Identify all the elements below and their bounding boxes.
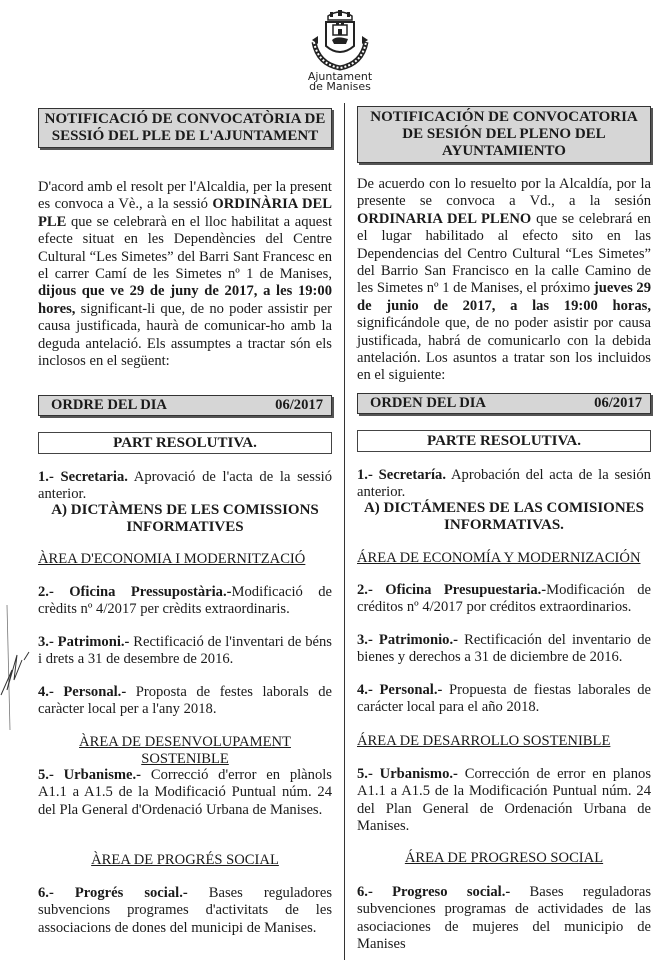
item-title: 1.- Secretaria. bbox=[38, 469, 128, 485]
item-title: 2.- Oficina Presupuestaria.- bbox=[357, 582, 547, 598]
item-text: Aprovació de l'acta de la sessió anterior. bbox=[38, 469, 332, 503]
intro-text: que se celebrará en el lugar habilitado al efecto sito en las Dependencias del Centro Cultural “Les Simetes” del Barrio San Francisco en la calle Camino de les Simetes nº 1 de Manises, el próximo bbox=[357, 210, 651, 297]
area-heading-development: ÁREA DE DESARROLLO SOSTENIBLE bbox=[357, 733, 611, 749]
item-title: 6.- Progrés social.- bbox=[38, 885, 188, 901]
item-title: 1.- Secretaría. bbox=[357, 467, 446, 483]
area-heading-social: ÀREA DE PROGRÉS SOCIAL bbox=[91, 852, 279, 868]
dictamens-heading: A) DICTÀMENS DE LES COMISSIONS INFORMATIVES bbox=[51, 502, 319, 535]
spanish-intro bbox=[357, 176, 651, 385]
item-text: Rectificación del inventario de bienes y derechos a 31 de diciembre de 2016. bbox=[357, 632, 651, 666]
item-text: Bases reguladores subvencions programes d'activitats de les associacions de dones del municipi de Manises. bbox=[38, 885, 332, 936]
signature-mark bbox=[0, 600, 30, 740]
coat-of-arms-icon bbox=[308, 6, 372, 72]
part-heading: PART RESOLUTIVA. bbox=[38, 432, 332, 454]
logo-line-2: de Manises bbox=[309, 80, 371, 93]
agenda-item-1 bbox=[38, 469, 332, 504]
agenda-label: ORDEN DEL DIA bbox=[370, 395, 486, 411]
agenda-header bbox=[357, 393, 651, 414]
intro-text: significándole que, de no poder asistir por causa justificada, habrá de comunicarlo con la debida antelación. Los asuntos a tratar son los incluidos en el siguiente: bbox=[357, 315, 651, 384]
agenda-number: 06/2017 bbox=[275, 397, 323, 413]
area-heading-social: ÁREA DE PROGRESO SOCIAL bbox=[404, 850, 604, 866]
item-title: 3.- Patrimonio.- bbox=[357, 632, 458, 648]
agenda-header bbox=[38, 395, 332, 416]
item-title: 5.- Urbanisme.- bbox=[38, 767, 142, 783]
session-type: ORDINARIA DEL PLENO bbox=[357, 210, 532, 227]
item-text: Rectificació de l'inventari de béns i drets a 31 de desembre de 2016. bbox=[38, 634, 332, 668]
agenda-item-4 bbox=[38, 684, 332, 719]
agenda-item-2 bbox=[38, 584, 332, 619]
agenda-item-5 bbox=[357, 766, 651, 836]
item-title: 4.- Personal.- bbox=[38, 684, 127, 700]
agenda-item-1 bbox=[357, 467, 651, 502]
item-text: Corrección de error en planos A1.1 a A1.5 de la Modificación Puntual núm. 24 del Plan General de Ordenación Urbana de Manises. bbox=[357, 766, 651, 835]
intro-text: significant-li que, de no poder assistir per causa justificada, haurà de comunicar-ho amb la deguda antelació. Els assumptes a tractar són els inclosos en el següent: bbox=[38, 300, 332, 370]
intro-text: que se celebrarà en el lloc habilitat a aquest efecte situat en les Dependències del Centre Cultural “Les Simetes” del Barri Sant Francesc en el carrer Camí de les Simetes nº 1 de Manises, bbox=[38, 213, 332, 283]
agenda-item-3 bbox=[38, 634, 332, 669]
item-title: 6.- Progreso social.- bbox=[357, 884, 511, 900]
item-text: Bases reguladoras subvenciones programas de actividades de las asociaciones de mujeres del municipio de Manises bbox=[357, 884, 651, 953]
item-text: Propuesta de fiestas laborales de carácter local para el año 2018. bbox=[357, 682, 651, 716]
area-heading-economy: ÁREA DE ECONOMÍA Y MODERNIZACIÓN bbox=[357, 550, 641, 566]
item-text: Correcció d'error en plànols A1.1 a A1.5 de la Modificació Puntual núm. 24 del Pla General d'Ordenació Urbana de Manises. bbox=[38, 767, 332, 818]
column-divider bbox=[344, 103, 345, 960]
session-type: ORDINÀRIA DEL PLE bbox=[38, 196, 333, 230]
item-title: 5.- Urbanismo.- bbox=[357, 766, 458, 782]
item-title: 2.- Oficina Pressupostària.- bbox=[38, 584, 232, 600]
agenda-label: ORDRE DEL DIA bbox=[51, 397, 167, 413]
intro-text: De acuerdo con lo resuelto por la Alcaldía, por la presente se convoca a Vd., a la sesión bbox=[357, 176, 651, 210]
agenda-number: 06/2017 bbox=[594, 395, 642, 411]
agenda-item-6 bbox=[38, 885, 332, 937]
agenda-item-5 bbox=[38, 767, 332, 819]
municipal-logo bbox=[300, 6, 380, 92]
agenda-item-3 bbox=[357, 632, 651, 667]
intro-text: D'acord amb el resolt per l'Alcaldia, per la present es convoca a Vè., a la sessió bbox=[38, 179, 332, 213]
spanish-title: NOTIFICACIÓN DE CONVOCATORIA DE SESIÓN DEL PLENO DEL AYUNTAMIENTO bbox=[357, 106, 651, 163]
agenda-item-4 bbox=[357, 682, 651, 717]
item-text: Aprobación del acta de la sesión anterior. bbox=[357, 467, 651, 501]
session-date: jueves 29 de junio de 2017, a las 19:00 horas, bbox=[357, 280, 652, 314]
area-heading-development: ÀREA DE DESENVOLUPAMENT SOSTENIBLE bbox=[79, 734, 291, 768]
agenda-item-2 bbox=[357, 582, 651, 617]
valencian-title: NOTIFICACIÓ DE CONVOCATÒRIA DE SESSIÓ DEL PLE DE L'AJUNTAMENT bbox=[38, 108, 332, 148]
logo-line-1: Ajuntament bbox=[307, 70, 373, 83]
valencian-intro bbox=[38, 179, 332, 370]
session-date: dijous que ve 29 de juny de 2017, a les 19:00 hores, bbox=[38, 283, 332, 317]
item-text: Modificación de créditos nº 4/2017 por créditos extraordinarios. bbox=[357, 582, 651, 616]
item-text: Modificació de crèdits nº 4/2017 per crèdits extraordinaris. bbox=[38, 584, 333, 618]
dictamenes-heading: A) DICTÁMENES DE LAS COMISIONES INFORMATIVAS. bbox=[363, 500, 645, 533]
agenda-item-6 bbox=[357, 884, 651, 954]
item-text: Proposta de festes laborals de caràcter local per a l'any 2018. bbox=[38, 684, 332, 718]
item-title: 4.- Personal.- bbox=[357, 682, 443, 698]
item-title: 3.- Patrimoni.- bbox=[38, 634, 130, 650]
area-heading-economy: ÀREA D'ECONOMIA I MODERNITZACIÓ bbox=[38, 551, 306, 567]
part-heading: PARTE RESOLUTIVA. bbox=[357, 430, 651, 452]
